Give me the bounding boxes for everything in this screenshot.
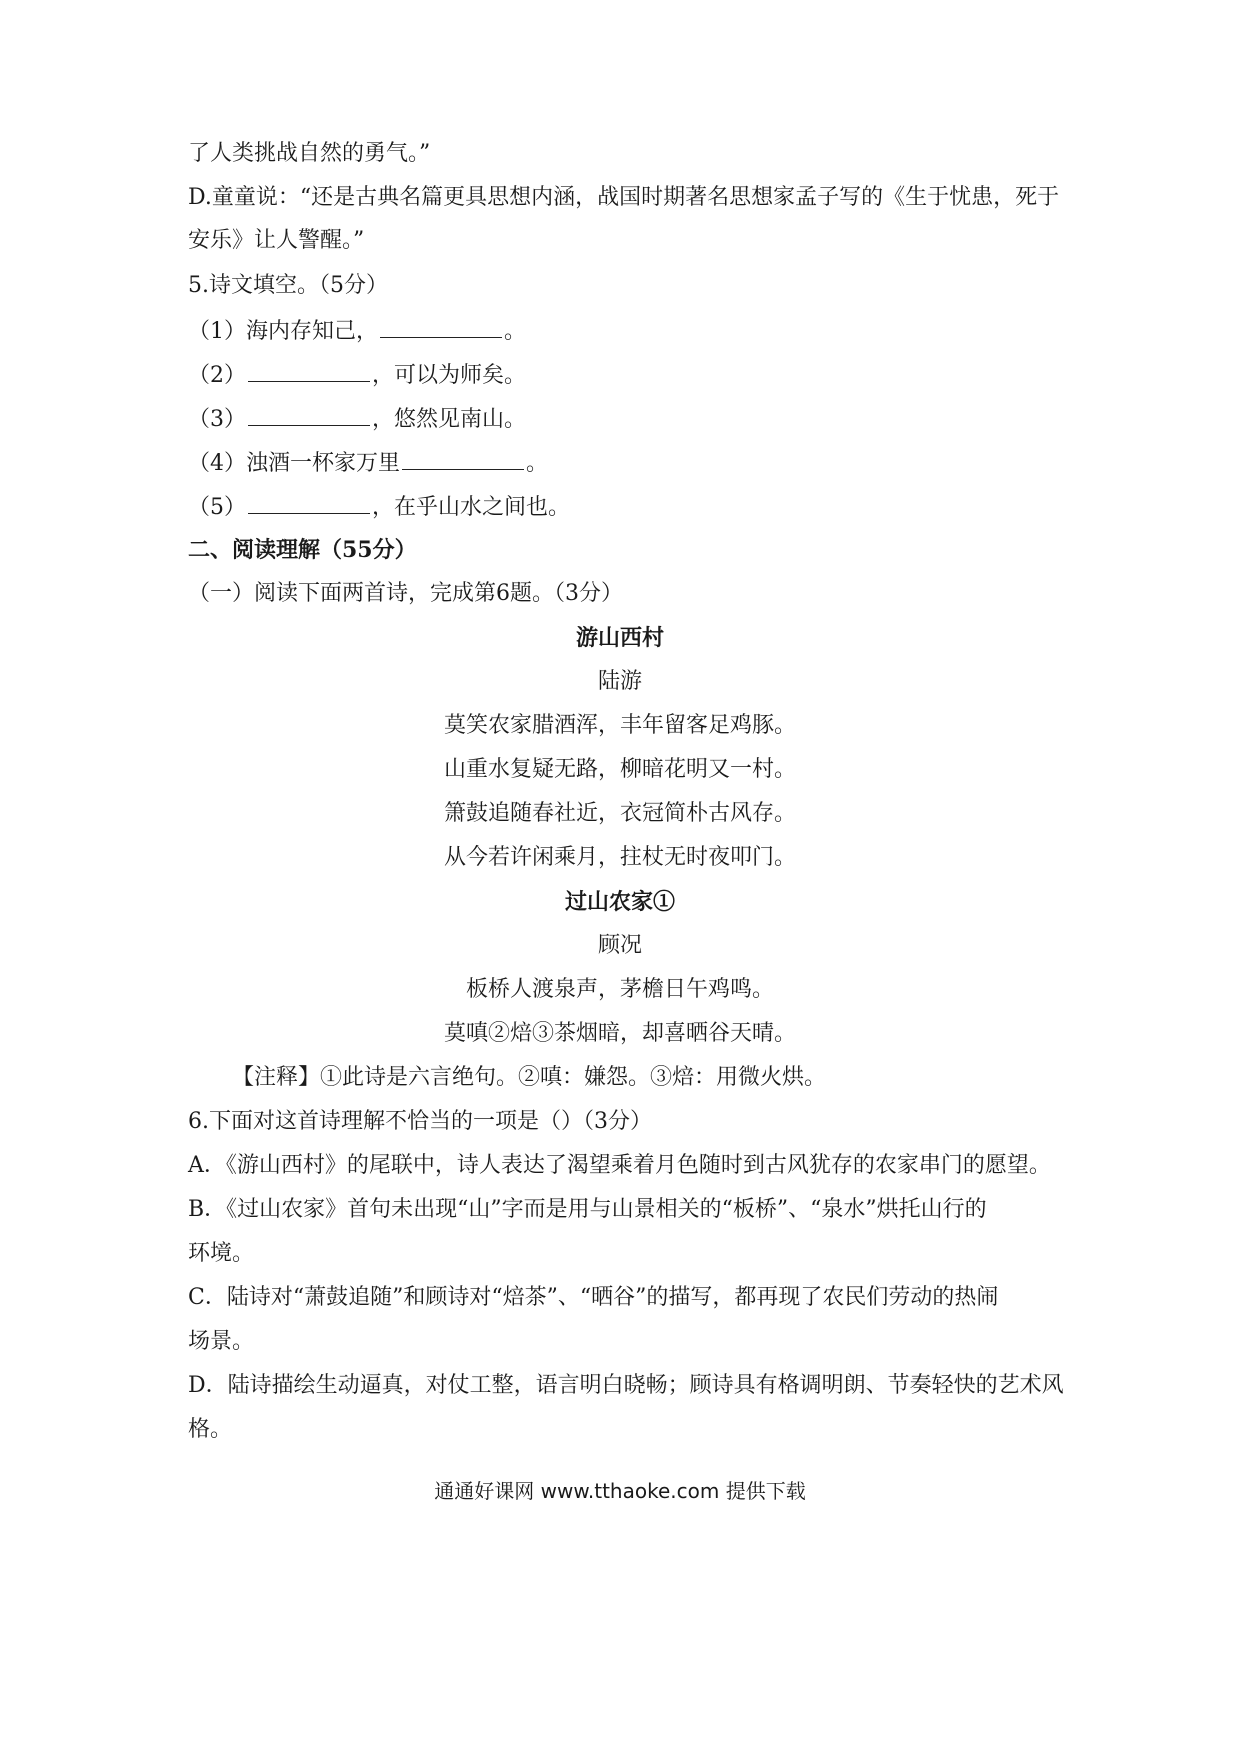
poem-1-title: 游山西村 (575, 625, 664, 651)
item-text: （3） (188, 407, 246, 432)
answer-blank[interactable] (402, 447, 524, 470)
item-text: （2） (188, 363, 246, 388)
option-d-line-2: 安乐》让人警醒。” (188, 228, 365, 253)
poem-1-line: 山重水复疑无路，柳暗花明又一村。 (443, 757, 796, 782)
part-intro: （一）阅读下面两首诗，完成第6题。（3分） (188, 581, 623, 606)
poem-1-line: 莫笑农家腊酒浑，丰年留客足鸡豚。 (443, 713, 796, 738)
item-text: 。 (526, 451, 549, 476)
text-line: 了人类挑战自然的勇气。” (188, 141, 431, 166)
option-c-line-1: C．陆诗对“萧鼓追随”和顾诗对“焙茶”、“晒谷”的描写，都再现了农民们劳动的热闹 (188, 1285, 999, 1310)
answer-blank[interactable] (248, 491, 370, 514)
fill-blank-item-2 (188, 359, 526, 391)
fill-blank-item-4 (188, 447, 548, 479)
question-6-title: 6.下面对这首诗理解不恰当的一项是（）（3分） (188, 1109, 652, 1134)
section-heading: 二、阅读理解（55分） (188, 537, 417, 563)
poem-2-line: 莫嗔②焙③茶烟暗，却喜晒谷天晴。 (443, 1021, 796, 1046)
answer-blank[interactable] (248, 359, 370, 382)
poem-1-author: 陆游 (597, 669, 642, 694)
poem-2-title: 过山农家① (564, 889, 675, 915)
item-text: 。 (504, 319, 527, 344)
fill-blank-item-1 (188, 315, 526, 347)
poem-2-author: 顾况 (597, 933, 642, 958)
option-c-line-2: 场景。 (188, 1329, 255, 1354)
item-text: （5） (188, 495, 246, 520)
item-text: （1）海内存知己， (188, 319, 378, 344)
option-d-line-2: 格。 (188, 1417, 233, 1442)
poem-1-line: 箫鼓追随春社近，衣冠简朴古风存。 (443, 801, 796, 826)
question-5-title: 5.诗文填空。（5分） (188, 273, 388, 298)
item-text: ，在乎山水之间也。 (372, 495, 571, 520)
annotation-note: 【注释】①此诗是六言绝句。②嗔：嫌怨。③焙：用微火烘。 (232, 1065, 827, 1090)
option-b-line-1: B．《过山农家》首句未出现“山”字而是用与山景相关的“板桥”、“泉水”烘托山行的 (188, 1197, 987, 1222)
page-footer: 通通好课网 www.tthaoke.com 提供下载 (434, 1479, 806, 1503)
item-text: ，悠然见南山。 (372, 407, 527, 432)
answer-blank[interactable] (248, 403, 370, 426)
option-d-line-1: D.童童说：“还是古典名篇更具思想内涵，战国时期著名思想家孟子写的《生于忧患，死于 (188, 185, 1060, 210)
item-text: ，可以为师矣。 (372, 363, 527, 388)
item-text: （4）浊酒一杯家万里 (188, 451, 400, 476)
option-b-line-2: 环境。 (188, 1241, 255, 1266)
poem-1-line: 从今若许闲乘月，拄杖无时夜叩门。 (443, 845, 796, 870)
answer-blank[interactable] (380, 315, 502, 338)
poem-2-line: 板桥人渡泉声，茅檐日午鸡鸣。 (465, 977, 774, 1002)
fill-blank-item-5 (188, 491, 570, 523)
option-a: A．《游山西村》的尾联中，诗人表达了渴望乘着月色随时到古风犹存的农家串门的愿望。 (188, 1153, 1051, 1178)
fill-blank-item-3 (188, 403, 526, 435)
option-d-line-1: D．陆诗描绘生动逼真，对仗工整，语言明白晓畅；顾诗具有格调明朗、节奏轻快的艺术风 (188, 1373, 1064, 1398)
